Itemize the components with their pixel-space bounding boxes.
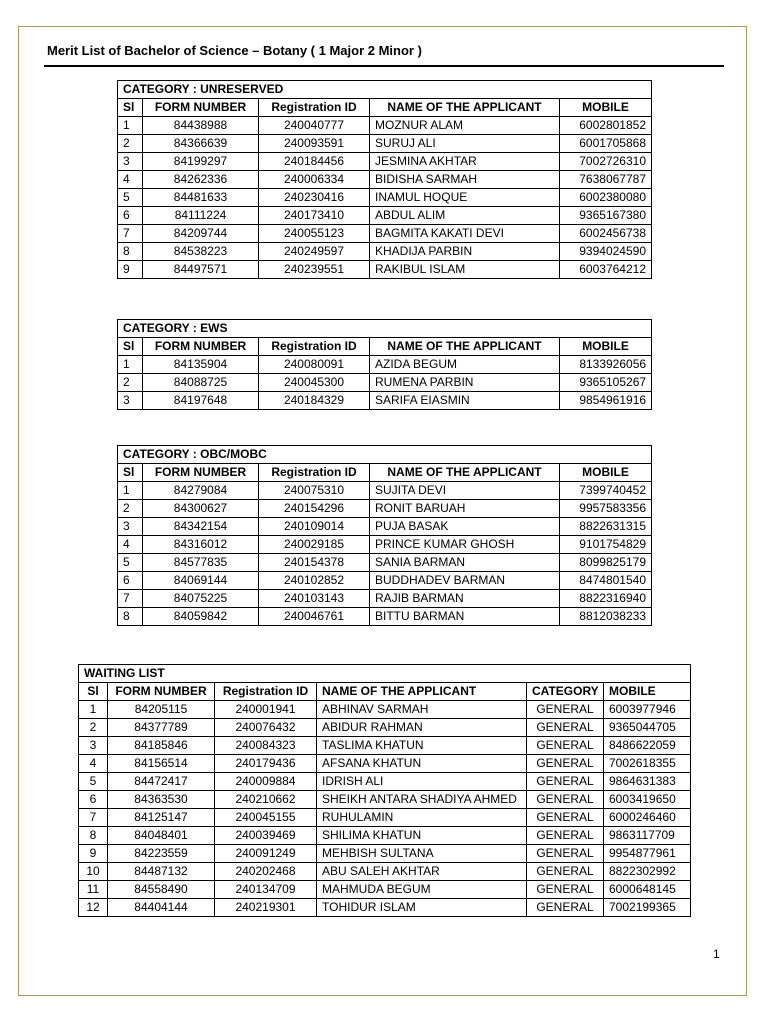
cell-form-number: 84481633 bbox=[143, 189, 259, 207]
cell-mobile: 6003419650 bbox=[604, 791, 691, 809]
table-row bbox=[79, 737, 691, 755]
table-row bbox=[79, 845, 691, 863]
col-header-applicant-name: NAME OF THE APPLICANT bbox=[370, 99, 560, 117]
cell-category: GENERAL bbox=[527, 791, 604, 809]
cell-registration-id: 240102852 bbox=[259, 572, 370, 590]
table-caption: WAITING LIST bbox=[79, 665, 691, 683]
table-row bbox=[79, 899, 691, 917]
table-row bbox=[118, 207, 652, 225]
table-row bbox=[118, 536, 652, 554]
cell-registration-id: 240076432 bbox=[215, 719, 317, 737]
cell-sl: 2 bbox=[118, 500, 143, 518]
table-row bbox=[118, 608, 652, 626]
cell-form-number: 84363530 bbox=[108, 791, 215, 809]
cell-mobile: 6002456738 bbox=[560, 225, 652, 243]
table-row bbox=[79, 773, 691, 791]
cell-form-number: 84279084 bbox=[143, 482, 259, 500]
cell-applicant-name: MOZNUR ALAM bbox=[370, 117, 560, 135]
table-row bbox=[118, 135, 652, 153]
cell-form-number: 84205115 bbox=[108, 701, 215, 719]
page-number: 1 bbox=[713, 947, 720, 961]
cell-registration-id: 240249597 bbox=[259, 243, 370, 261]
obc-mobc-table bbox=[117, 445, 652, 626]
cell-mobile: 7002199365 bbox=[604, 899, 691, 917]
cell-sl: 7 bbox=[118, 225, 143, 243]
cell-registration-id: 240154378 bbox=[259, 554, 370, 572]
table-row bbox=[118, 356, 652, 374]
cell-applicant-name: TASLIMA KHATUN bbox=[317, 737, 527, 755]
cell-form-number: 84300627 bbox=[143, 500, 259, 518]
cell-mobile: 6000246460 bbox=[604, 809, 691, 827]
cell-mobile: 9394024590 bbox=[560, 243, 652, 261]
cell-registration-id: 240039469 bbox=[215, 827, 317, 845]
cell-registration-id: 240109014 bbox=[259, 518, 370, 536]
cell-sl: 5 bbox=[118, 554, 143, 572]
cell-registration-id: 240184329 bbox=[259, 392, 370, 410]
cell-form-number: 84262336 bbox=[143, 171, 259, 189]
cell-sl: 9 bbox=[79, 845, 108, 863]
cell-mobile: 9854961916 bbox=[560, 392, 652, 410]
table-row bbox=[118, 554, 652, 572]
cell-category: GENERAL bbox=[527, 809, 604, 827]
cell-sl: 11 bbox=[79, 881, 108, 899]
cell-sl: 10 bbox=[79, 863, 108, 881]
cell-sl: 8 bbox=[118, 243, 143, 261]
cell-category: GENERAL bbox=[527, 899, 604, 917]
cell-registration-id: 240040777 bbox=[259, 117, 370, 135]
cell-category: GENERAL bbox=[527, 863, 604, 881]
cell-mobile: 9365167380 bbox=[560, 207, 652, 225]
cell-category: GENERAL bbox=[527, 755, 604, 773]
table-row bbox=[79, 827, 691, 845]
cell-form-number: 84404144 bbox=[108, 899, 215, 917]
table-caption: CATEGORY : OBC/MOBC bbox=[118, 446, 652, 464]
page-title: Merit List of Bachelor of Science – Botany ( 1 Major 2 Minor ) bbox=[47, 43, 422, 58]
unreserved-table bbox=[117, 80, 652, 279]
cell-mobile: 9101754829 bbox=[560, 536, 652, 554]
cell-sl: 6 bbox=[118, 207, 143, 225]
cell-mobile: 6002801852 bbox=[560, 117, 652, 135]
cell-category: GENERAL bbox=[527, 881, 604, 899]
table-row bbox=[118, 572, 652, 590]
table-row bbox=[118, 392, 652, 410]
cell-registration-id: 240103143 bbox=[259, 590, 370, 608]
cell-sl: 5 bbox=[79, 773, 108, 791]
cell-registration-id: 240080091 bbox=[259, 356, 370, 374]
cell-form-number: 84069144 bbox=[143, 572, 259, 590]
cell-applicant-name: JESMINA AKHTAR bbox=[370, 153, 560, 171]
cell-applicant-name: MAHMUDA BEGUM bbox=[317, 881, 527, 899]
cell-registration-id: 240055123 bbox=[259, 225, 370, 243]
table-row bbox=[79, 719, 691, 737]
cell-sl: 2 bbox=[118, 374, 143, 392]
cell-sl: 3 bbox=[118, 392, 143, 410]
cell-registration-id: 240006334 bbox=[259, 171, 370, 189]
col-header-registration-id: Registration ID bbox=[259, 464, 370, 482]
cell-mobile: 6000648145 bbox=[604, 881, 691, 899]
cell-sl: 6 bbox=[79, 791, 108, 809]
col-header-applicant-name: NAME OF THE APPLICANT bbox=[317, 683, 527, 701]
cell-category: GENERAL bbox=[527, 737, 604, 755]
cell-mobile: 9365044705 bbox=[604, 719, 691, 737]
cell-mobile: 9863117709 bbox=[604, 827, 691, 845]
cell-registration-id: 240210662 bbox=[215, 791, 317, 809]
cell-mobile: 9957583356 bbox=[560, 500, 652, 518]
col-header-sl: Sl bbox=[79, 683, 108, 701]
cell-form-number: 84125147 bbox=[108, 809, 215, 827]
cell-form-number: 84316012 bbox=[143, 536, 259, 554]
cell-form-number: 84487132 bbox=[108, 863, 215, 881]
cell-mobile: 8822316940 bbox=[560, 590, 652, 608]
table-row bbox=[118, 500, 652, 518]
cell-form-number: 84135904 bbox=[143, 356, 259, 374]
cell-applicant-name: RAJIB BARMAN bbox=[370, 590, 560, 608]
col-header-form-number: FORM NUMBER bbox=[143, 338, 259, 356]
cell-registration-id: 240046761 bbox=[259, 608, 370, 626]
cell-category: GENERAL bbox=[527, 773, 604, 791]
table-row bbox=[79, 701, 691, 719]
cell-mobile: 8822302992 bbox=[604, 863, 691, 881]
col-header-registration-id: Registration ID bbox=[215, 683, 317, 701]
col-header-mobile: MOBILE bbox=[560, 99, 652, 117]
table-caption: CATEGORY : UNRESERVED bbox=[118, 81, 652, 99]
cell-mobile: 7002726310 bbox=[560, 153, 652, 171]
ews-table bbox=[117, 319, 652, 410]
table-row bbox=[118, 243, 652, 261]
cell-mobile: 9864631383 bbox=[604, 773, 691, 791]
col-header-category: CATEGORY bbox=[527, 683, 604, 701]
col-header-form-number: FORM NUMBER bbox=[143, 464, 259, 482]
cell-sl: 4 bbox=[118, 171, 143, 189]
cell-applicant-name: BAGMITA KAKATI DEVI bbox=[370, 225, 560, 243]
cell-form-number: 84497571 bbox=[143, 261, 259, 279]
cell-registration-id: 240219301 bbox=[215, 899, 317, 917]
cell-mobile: 8133926056 bbox=[560, 356, 652, 374]
table-row bbox=[118, 482, 652, 500]
cell-form-number: 84223559 bbox=[108, 845, 215, 863]
col-header-sl: Sl bbox=[118, 99, 143, 117]
cell-sl: 5 bbox=[118, 189, 143, 207]
cell-form-number: 84366639 bbox=[143, 135, 259, 153]
cell-registration-id: 240075310 bbox=[259, 482, 370, 500]
cell-applicant-name: TOHIDUR ISLAM bbox=[317, 899, 527, 917]
table-row bbox=[79, 881, 691, 899]
col-header-mobile: MOBILE bbox=[560, 338, 652, 356]
cell-sl: 7 bbox=[118, 590, 143, 608]
cell-form-number: 84075225 bbox=[143, 590, 259, 608]
cell-registration-id: 240184456 bbox=[259, 153, 370, 171]
cell-sl: 4 bbox=[79, 755, 108, 773]
col-header-applicant-name: NAME OF THE APPLICANT bbox=[370, 464, 560, 482]
cell-mobile: 7399740452 bbox=[560, 482, 652, 500]
table-row bbox=[79, 755, 691, 773]
cell-applicant-name: PUJA BASAK bbox=[370, 518, 560, 536]
cell-form-number: 84538223 bbox=[143, 243, 259, 261]
cell-mobile: 8486622059 bbox=[604, 737, 691, 755]
cell-registration-id: 240001941 bbox=[215, 701, 317, 719]
cell-applicant-name: AZIDA BEGUM bbox=[370, 356, 560, 374]
cell-applicant-name: SARIFA EIASMIN bbox=[370, 392, 560, 410]
cell-sl: 4 bbox=[118, 536, 143, 554]
cell-registration-id: 240045300 bbox=[259, 374, 370, 392]
cell-mobile: 6001705868 bbox=[560, 135, 652, 153]
cell-mobile: 7002618355 bbox=[604, 755, 691, 773]
cell-sl: 1 bbox=[118, 117, 143, 135]
cell-registration-id: 240230416 bbox=[259, 189, 370, 207]
table-row bbox=[79, 863, 691, 881]
col-header-registration-id: Registration ID bbox=[259, 338, 370, 356]
cell-form-number: 84111224 bbox=[143, 207, 259, 225]
table-row bbox=[79, 809, 691, 827]
cell-category: GENERAL bbox=[527, 719, 604, 737]
cell-form-number: 84088725 bbox=[143, 374, 259, 392]
col-header-mobile: MOBILE bbox=[560, 464, 652, 482]
cell-mobile: 7638067787 bbox=[560, 171, 652, 189]
cell-form-number: 84156514 bbox=[108, 755, 215, 773]
cell-form-number: 84342154 bbox=[143, 518, 259, 536]
cell-mobile: 8474801540 bbox=[560, 572, 652, 590]
cell-sl: 7 bbox=[79, 809, 108, 827]
cell-applicant-name: MEHBISH SULTANA bbox=[317, 845, 527, 863]
cell-registration-id: 240173410 bbox=[259, 207, 370, 225]
cell-registration-id: 240009884 bbox=[215, 773, 317, 791]
cell-registration-id: 240093591 bbox=[259, 135, 370, 153]
cell-mobile: 8812038233 bbox=[560, 608, 652, 626]
cell-form-number: 84199297 bbox=[143, 153, 259, 171]
col-header-sl: Sl bbox=[118, 338, 143, 356]
table-row bbox=[118, 374, 652, 392]
cell-applicant-name: KHADIJA PARBIN bbox=[370, 243, 560, 261]
cell-sl: 1 bbox=[79, 701, 108, 719]
cell-applicant-name: BUDDHADEV BARMAN bbox=[370, 572, 560, 590]
cell-registration-id: 240179436 bbox=[215, 755, 317, 773]
cell-applicant-name: SUJITA DEVI bbox=[370, 482, 560, 500]
table-row bbox=[118, 518, 652, 536]
cell-applicant-name: RUHULAMIN bbox=[317, 809, 527, 827]
cell-form-number: 84377789 bbox=[108, 719, 215, 737]
cell-sl: 3 bbox=[118, 518, 143, 536]
cell-category: GENERAL bbox=[527, 701, 604, 719]
cell-registration-id: 240091249 bbox=[215, 845, 317, 863]
table-row bbox=[118, 189, 652, 207]
cell-applicant-name: SHEIKH ANTARA SHADIYA AHMED bbox=[317, 791, 527, 809]
cell-form-number: 84438988 bbox=[143, 117, 259, 135]
title-underline bbox=[44, 65, 724, 67]
cell-applicant-name: ABU SALEH AKHTAR bbox=[317, 863, 527, 881]
cell-form-number: 84472417 bbox=[108, 773, 215, 791]
cell-mobile: 8099825179 bbox=[560, 554, 652, 572]
cell-mobile: 9954877961 bbox=[604, 845, 691, 863]
cell-category: GENERAL bbox=[527, 827, 604, 845]
cell-form-number: 84558490 bbox=[108, 881, 215, 899]
cell-applicant-name: BITTU BARMAN bbox=[370, 608, 560, 626]
cell-applicant-name: AFSANA KHATUN bbox=[317, 755, 527, 773]
cell-mobile: 9365105267 bbox=[560, 374, 652, 392]
cell-sl: 8 bbox=[118, 608, 143, 626]
cell-registration-id: 240154296 bbox=[259, 500, 370, 518]
cell-registration-id: 240084323 bbox=[215, 737, 317, 755]
table-caption: CATEGORY : EWS bbox=[118, 320, 652, 338]
col-header-mobile: MOBILE bbox=[604, 683, 691, 701]
cell-registration-id: 240029185 bbox=[259, 536, 370, 554]
cell-sl: 6 bbox=[118, 572, 143, 590]
cell-mobile: 6003977946 bbox=[604, 701, 691, 719]
cell-sl: 3 bbox=[79, 737, 108, 755]
cell-applicant-name: ABHINAV SARMAH bbox=[317, 701, 527, 719]
col-header-form-number: FORM NUMBER bbox=[108, 683, 215, 701]
table-row bbox=[118, 590, 652, 608]
cell-registration-id: 240239551 bbox=[259, 261, 370, 279]
cell-form-number: 84209744 bbox=[143, 225, 259, 243]
cell-applicant-name: RAKIBUL ISLAM bbox=[370, 261, 560, 279]
cell-mobile: 6002380080 bbox=[560, 189, 652, 207]
table-row bbox=[118, 117, 652, 135]
cell-sl: 1 bbox=[118, 482, 143, 500]
col-header-applicant-name: NAME OF THE APPLICANT bbox=[370, 338, 560, 356]
cell-sl: 2 bbox=[118, 135, 143, 153]
cell-form-number: 84059842 bbox=[143, 608, 259, 626]
cell-sl: 1 bbox=[118, 356, 143, 374]
table-row bbox=[118, 153, 652, 171]
cell-applicant-name: RONIT BARUAH bbox=[370, 500, 560, 518]
cell-registration-id: 240134709 bbox=[215, 881, 317, 899]
cell-applicant-name: ABIDUR RAHMAN bbox=[317, 719, 527, 737]
col-header-form-number: FORM NUMBER bbox=[143, 99, 259, 117]
cell-applicant-name: INAMUL HOQUE bbox=[370, 189, 560, 207]
cell-applicant-name: BIDISHA SARMAH bbox=[370, 171, 560, 189]
cell-applicant-name: SANIA BARMAN bbox=[370, 554, 560, 572]
cell-sl: 12 bbox=[79, 899, 108, 917]
cell-applicant-name: IDRISH ALI bbox=[317, 773, 527, 791]
table-row bbox=[79, 791, 691, 809]
cell-registration-id: 240045155 bbox=[215, 809, 317, 827]
cell-form-number: 84185846 bbox=[108, 737, 215, 755]
cell-form-number: 84577835 bbox=[143, 554, 259, 572]
cell-applicant-name: RUMENA PARBIN bbox=[370, 374, 560, 392]
cell-applicant-name: SHILIMA KHATUN bbox=[317, 827, 527, 845]
col-header-sl: Sl bbox=[118, 464, 143, 482]
cell-applicant-name: ABDUL ALIM bbox=[370, 207, 560, 225]
table-row bbox=[118, 171, 652, 189]
cell-sl: 9 bbox=[118, 261, 143, 279]
cell-mobile: 6003764212 bbox=[560, 261, 652, 279]
table-row bbox=[118, 225, 652, 243]
col-header-registration-id: Registration ID bbox=[259, 99, 370, 117]
cell-sl: 8 bbox=[79, 827, 108, 845]
cell-category: GENERAL bbox=[527, 845, 604, 863]
cell-applicant-name: PRINCE KUMAR GHOSH bbox=[370, 536, 560, 554]
cell-registration-id: 240202468 bbox=[215, 863, 317, 881]
cell-applicant-name: SURUJ ALI bbox=[370, 135, 560, 153]
cell-form-number: 84048401 bbox=[108, 827, 215, 845]
cell-sl: 2 bbox=[79, 719, 108, 737]
cell-form-number: 84197648 bbox=[143, 392, 259, 410]
cell-mobile: 8822631315 bbox=[560, 518, 652, 536]
waiting-list-table bbox=[78, 664, 691, 917]
cell-sl: 3 bbox=[118, 153, 143, 171]
table-row bbox=[118, 261, 652, 279]
